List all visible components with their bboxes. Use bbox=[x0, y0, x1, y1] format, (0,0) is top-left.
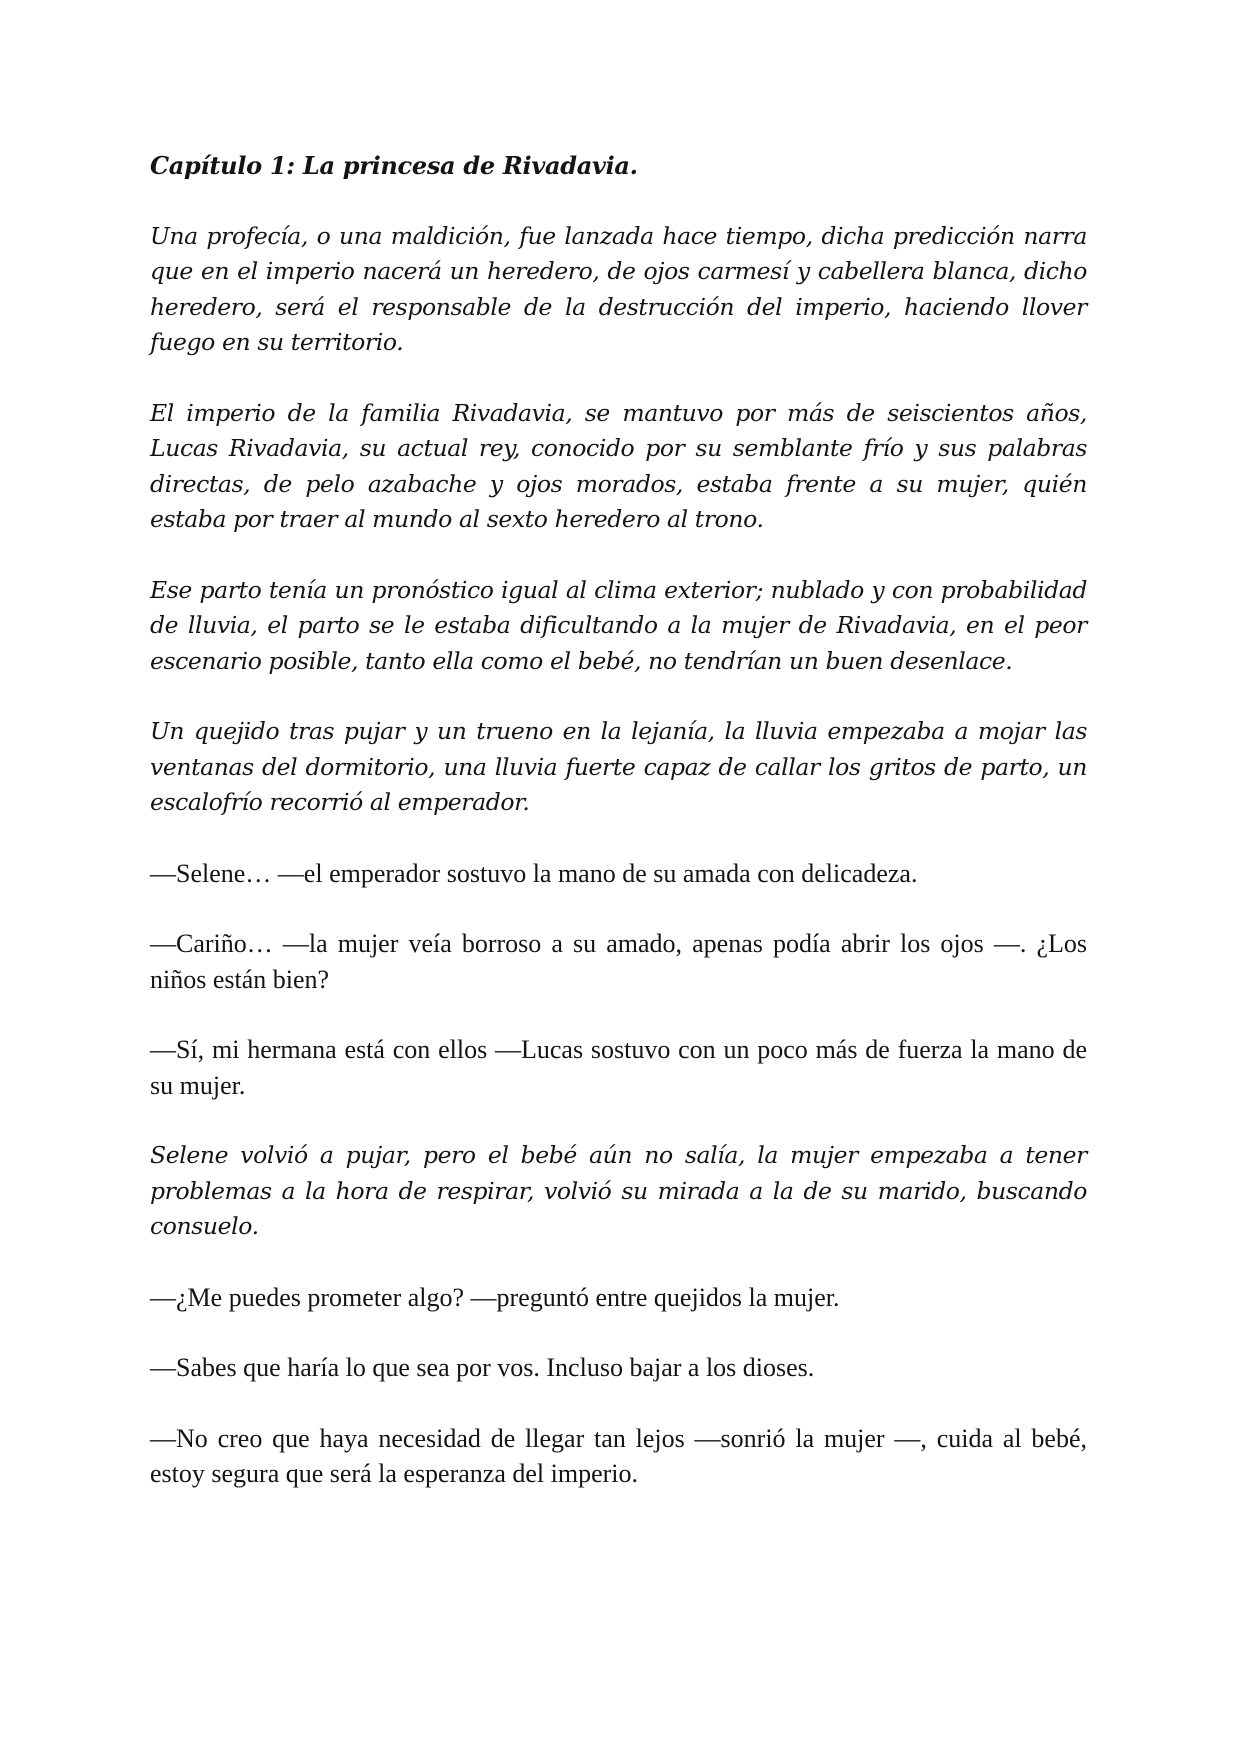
paragraph-thunder: Un quejido tras pujar y un trueno en la lejanía, la lluvia empezaba a mojar las ventanas del dormitorio, una lluvia fuerte capaz de callar los gritos de parto, un escalofrío recorrió al emperador. bbox=[150, 717, 1087, 816]
text-column bbox=[150, 148, 1087, 1527]
dialogue-line: —Selene… —el emperador sostuvo la mano de su amada con delicadeza. bbox=[150, 858, 918, 888]
dialogue-line: —Cariño… —la mujer veía borroso a su amado, apenas podía abrir los ojos —. ¿Los niños están bien? bbox=[150, 929, 1087, 994]
dialogue-line: —No creo que haya necesidad de llegar tan lejos —sonrió la mujer —, cuida al bebé, estoy segura que será la esperanza del imperio. bbox=[150, 1423, 1087, 1488]
dialogue-line: —Sabes que haría lo que sea por vos. Incluso bajar a los dioses. bbox=[150, 1353, 815, 1382]
paragraph-prophecy: Una profecía, o una maldición, fue lanzada hace tiempo, dicha predicción narra que en el imperio nacerá un heredero, de ojos carmesí y cabellera blanca, dicho heredero, será el responsable de la destrucción del imperio, haciendo llover fuego en su territorio. bbox=[150, 221, 1087, 356]
paragraph-empire: El imperio de la familia Rivadavia, se mantuvo por más de seiscientos años, Lucas Rivadavia, su actual rey, conocido por su semblante frío y sus palabras directas, de pelo azabache y ojos morados, estaba frente a su mujer, quién estaba por traer al mundo al sexto heredero al trono. bbox=[150, 398, 1087, 533]
dialogue-line: —¿Me puedes prometer algo? —preguntó entre quejidos la mujer. bbox=[150, 1282, 840, 1312]
paragraph-birth: Ese parto tenía un pronóstico igual al clima exterior; nublado y con probabilidad de lluvia, el parto se le estaba dificultando a la mujer de Rivadavia, en el peor escenario posible, tanto ella como el bebé, no tendrían un buen desenlace. bbox=[150, 575, 1087, 675]
paragraph-selene: Selene volvió a pujar, pero el bebé aún no salía, la mujer empezaba a tener problemas a la hora de respirar, volvió su mirada a la de su marido, buscando consuelo. bbox=[150, 1141, 1087, 1240]
chapter-title: Capítulo 1: La princesa de Rivadavia. bbox=[150, 151, 638, 180]
dialogue-line: —Sí, mi hermana está con ellos —Lucas sostuvo con un poco más de fuerza la mano de su mujer. bbox=[150, 1035, 1087, 1100]
